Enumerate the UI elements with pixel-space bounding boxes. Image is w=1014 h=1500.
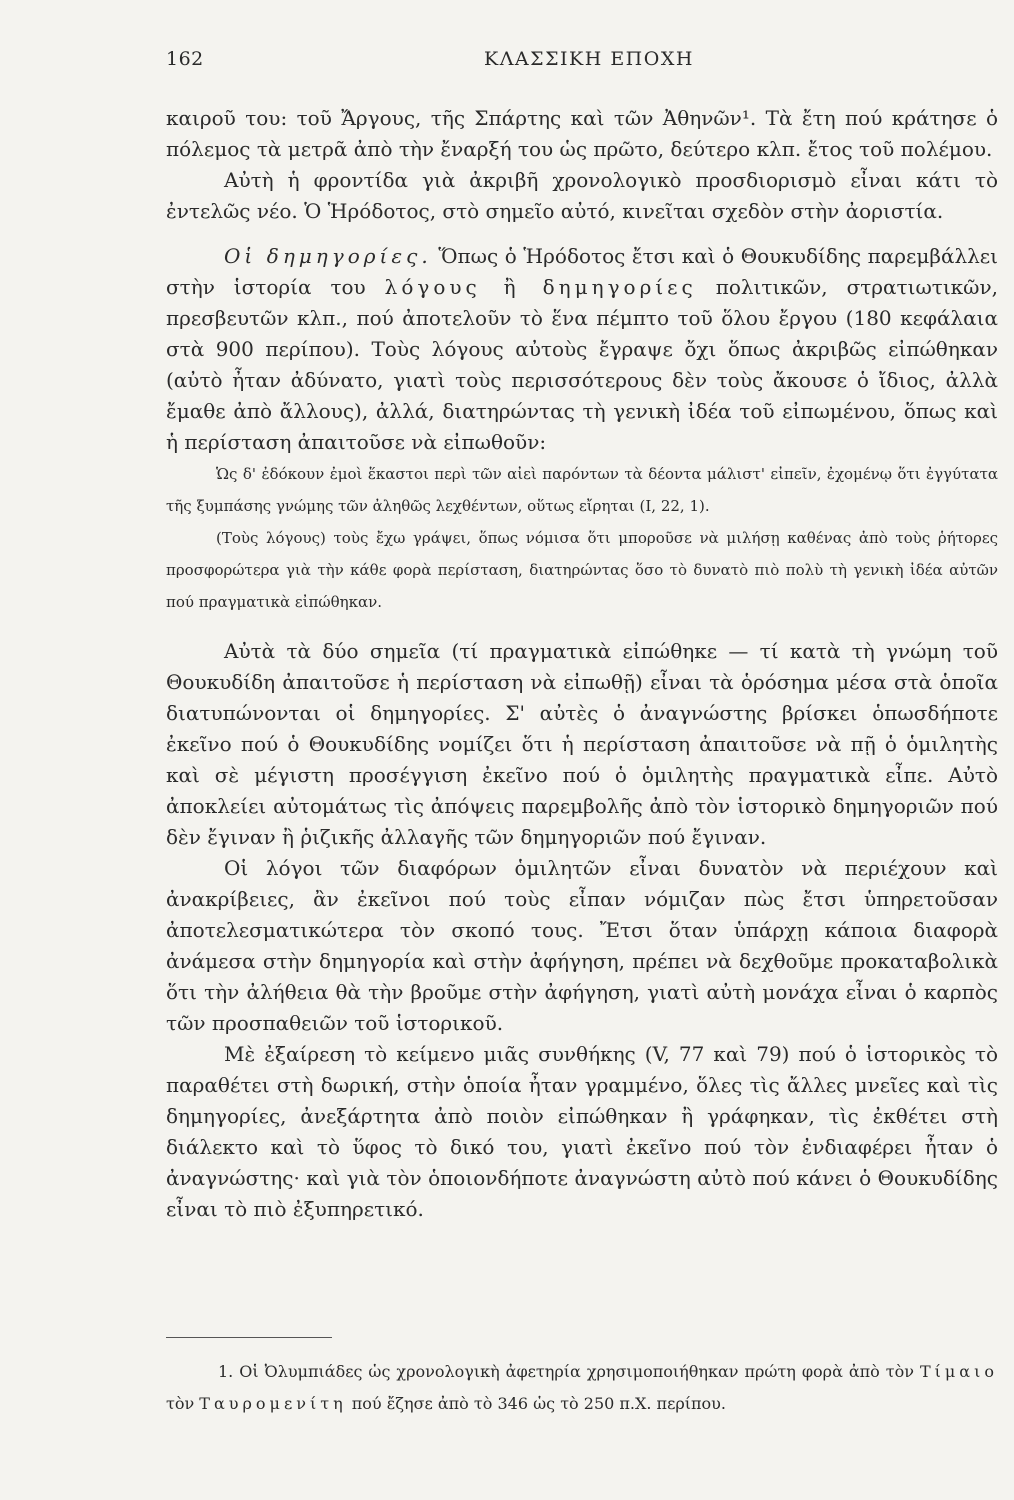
- footnote-name-2: Ταυρομενίτη: [199, 1394, 347, 1413]
- paragraph-1: καιροῦ του: τοῦ Ἄργους, τῆς Σπάρτης καὶ τῶν Ἀθηνῶν¹. Τὰ ἔτη πού κράτησε ὁ πόλεμος τὰ μετρᾶ ἀπὸ τὴν ἔναρξή του ὡς πρῶτο, δεύτερο κλπ. ἔτος τοῦ πολέμου.: [166, 106, 998, 161]
- footnote-name-1: Τίμαιο: [919, 1362, 998, 1381]
- quotation-translation: (Τοὺς λόγους) τοὺς ἔχω γράψει, ὅπως νόμισα ὅτι μποροῦσε νὰ μιλήσῃ καθένας ἀπὸ τοὺς ῥήτορες προσφορώτερα γιὰ τὴν κάθε φορὰ περίσταση, διατηρώντας ὅσο τὸ δυνατὸ πιὸ πολὺ τὴ γενικὴ ἰδέα αὐτῶν πού πραγματικὰ εἰπώθηκαν.: [166, 529, 998, 611]
- footnote-part-b: τὸν: [166, 1394, 200, 1413]
- running-title: ΚΛΑΣΣΙΚΗ ΕΠΟΧΗ: [484, 48, 694, 70]
- footnote-divider: [166, 1337, 332, 1338]
- body-text: [166, 103, 998, 1225]
- paragraph-3-part-a: Ὅπως ὁ Ἡρόδοτος ἔτσι καὶ ὁ Θουκυδίδης παρεμβάλλει στὴν ἱστορία του: [166, 244, 999, 299]
- paragraph-2: Αὐτὴ ἡ φροντίδα γιὰ ἀκριβῆ χρονολογικὸ προσδιορισμὸ εἶναι κάτι τὸ ἐντελῶς νέο. Ὁ Ἡρόδοτος, στὸ σημεῖο αὐτό, κινεῖται σχεδὸν στὴν ἀοριστία.: [166, 168, 998, 223]
- footnote: [166, 1356, 998, 1420]
- footnote-text: [166, 1356, 998, 1420]
- paragraph-4: Αὐτὰ τὰ δύο σημεῖα (τί πραγματικὰ εἰπώθηκε — τί κατὰ τὴ γνώμη τοῦ Θουκυδίδη ἀπαιτοῦσε ἡ περίσταση νὰ εἰπωθῇ) εἶναι τὰ ὁρόσημα μέσα στὰ ὁποῖα διατυπώνονται οἱ δημηγορίες. Σ' αὐτὲς ὁ ἀναγνώστης βρίσκει ὁπωσδήποτε ἐκεῖνο πού ὁ Θουκυδίδης νομίζει ὅτι ἡ περίσταση ἀπαιτοῦσε νὰ πῇ ὁ ὁμιλητὴς καὶ σὲ μέγιστη προσέγγιση ἐκεῖνο πού ὁ ὁμιλητὴς πραγματικὰ εἶπε. Αὐτὸ ἀποκλείει αὐτομάτως τὶς ἀπόψεις παρεμβολῆς ἀπὸ τὸν ἱστορικὸ δημηγοριῶν πού δὲν ἔγιναν ἢ ῥιζικῆς ἀλλαγῆς τῶν δημηγοριῶν πού ἔγιναν.: [166, 639, 998, 849]
- emphasized-term: λόγους ἢ δημηγορίες: [384, 275, 697, 299]
- section-heading: Οἱ δημηγορίες.: [224, 244, 432, 268]
- paragraph-3: [166, 241, 998, 458]
- page-header: [166, 48, 996, 76]
- footnote-part-c: πού ἔζησε ἀπὸ τὸ 346 ὡς τὸ 250 π.Χ. περίπου.: [346, 1394, 726, 1413]
- page-number: 162: [166, 48, 204, 70]
- paragraph-3-part-b: πολιτικῶν, στρατιωτικῶν, πρεσβευτῶν κλπ., πού ἀποτελοῦν τὸ ἕνα πέμπτο τοῦ ὅλου ἔργου (180 κεφάλαια στὰ 900 περίπου). Τοὺς λόγους αὐτοὺς ἔγραψε ὄχι ὅπως ἀκριβῶς εἰπώθηκαν (αὐτὸ ἦταν ἀδύνατο, γιατὶ τοὺς περισσότερους δὲν τοὺς ἄκουσε ὁ ἴδιος, ἀλλὰ ἔμαθε ἀπὸ ἄλλους), ἀλλά, διατηρώντας τὴ γενικὴ ἰδέα τοῦ εἰπωμένου, ὅπως καὶ ἡ περίσταση ἀπαιτοῦσε νὰ εἰπωθοῦν:: [166, 275, 998, 454]
- footnote-part-a: 1. Οἱ Ὀλυμπιάδες ὡς χρονολογικὴ ἀφετηρία χρησιμοποιήθηκαν πρώτη φορὰ ἀπὸ τὸν: [218, 1362, 920, 1381]
- greek-quotation: Ὡς δ' ἐδόκουν ἐμοὶ ἕκαστοι περὶ τῶν αἰεὶ παρόντων τὰ δέοντα μάλιστ' εἰπεῖν, ἐχομένῳ ὅτι ἐγγύτατα τῆς ξυμπάσης γνώμης τῶν ἀληθῶς λεχθέντων, οὕτως εἴρηται (Ι, 22, 1).: [166, 465, 998, 515]
- paragraph-5: Οἱ λόγοι τῶν διαφόρων ὁμιλητῶν εἶναι δυνατὸν νὰ περιέχουν καὶ ἀνακρίβειες, ἂν ἐκεῖνοι πού τοὺς εἶπαν νόμιζαν πὼς ἔτσι ὑπηρετοῦσαν ἀποτελεσματικώτερα τὸν σκοπό τους. Ἔτσι ὅταν ὑπάρχῃ κάποια διαφορὰ ἀνάμεσα στὴν δημηγορία καὶ στὴν ἀφήγηση, πρέπει νὰ δεχθοῦμε προκαταβολικὰ ὅτι τὴν ἀλήθεια θὰ τὴν βροῦμε στὴν ἀφήγηση, γιατὶ αὐτὴ μονάχα εἶναι ὁ καρπὸς τῶν προσπαθειῶν τοῦ ἱστορικοῦ.: [166, 856, 998, 1035]
- paragraph-6: Μὲ ἐξαίρεση τὸ κείμενο μιᾶς συνθήκης (V, 77 καὶ 79) πού ὁ ἱστορικὸς τὸ παραθέτει στὴ δωρική, στὴν ὁποία ἦταν γραμμένο, ὅλες τὶς ἄλλες μνεῖες καὶ τὶς δημηγορίες, ἀνεξάρτητα ἀπὸ ποιὸν εἰπώθηκαν ἢ γράφηκαν, τὶς ἐκθέτει στὴ διάλεκτο καὶ τὸ ὕφος τὸ δικό του, γιατὶ ἐκεῖνο πού τὸν ἐνδιαφέρει ἦταν ὁ ἀναγνώστης· καὶ γιὰ τὸν ὁποιονδήποτε ἀναγνώστη αὐτὸ πού κάνει ὁ Θουκυδίδης εἶναι τὸ πιὸ ἐξυπηρετικό.: [166, 1042, 998, 1221]
